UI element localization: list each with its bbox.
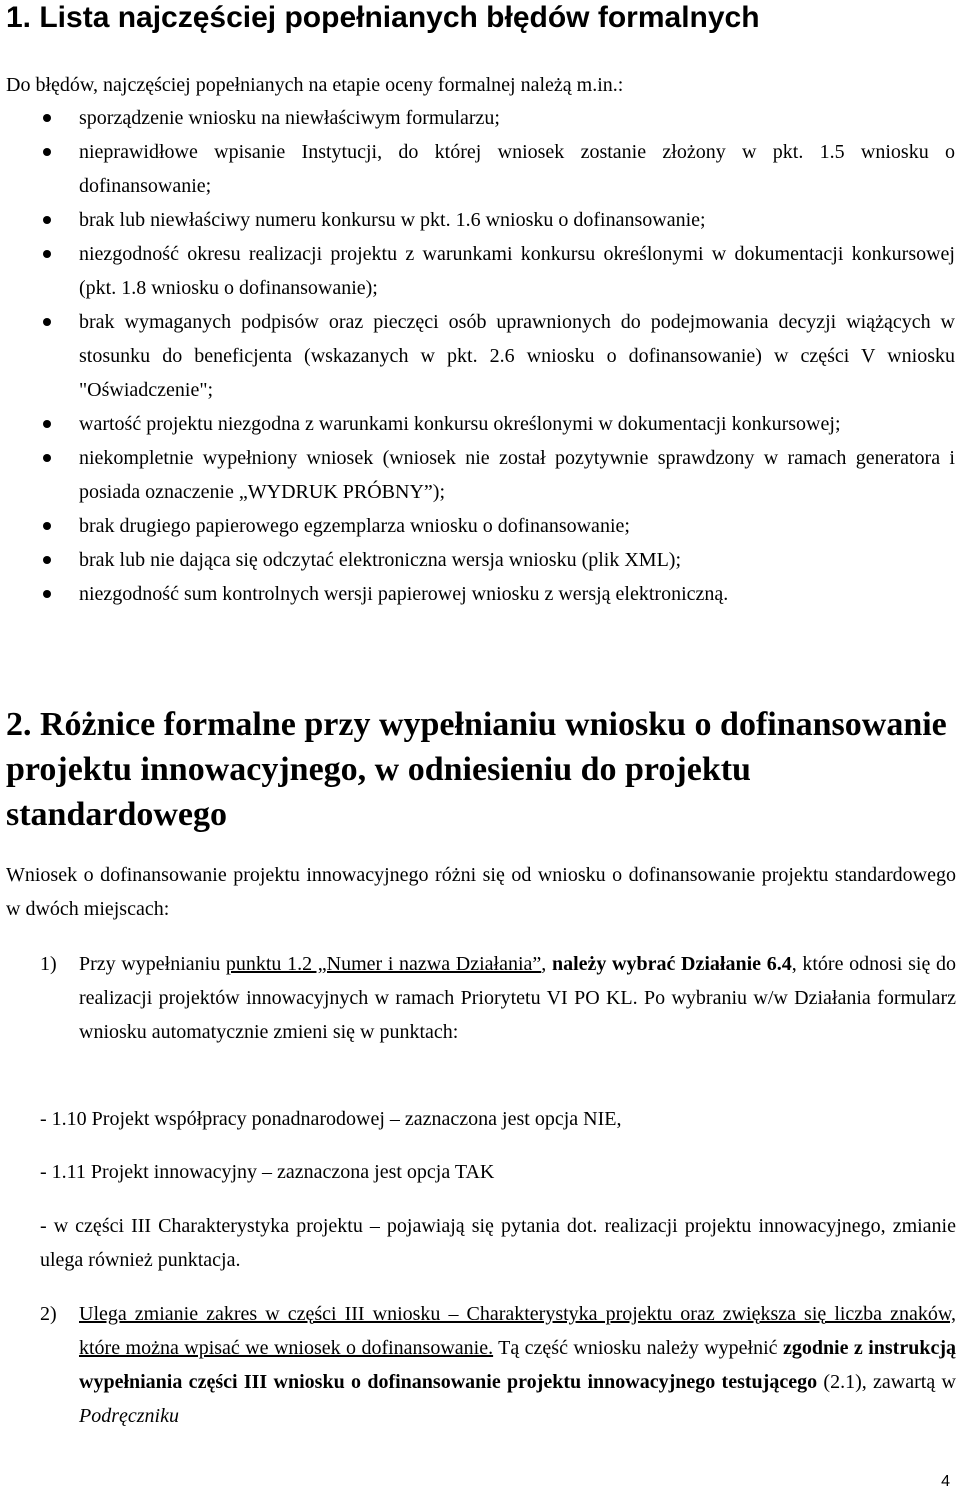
formal-errors-list bbox=[0, 101, 955, 611]
item-text bbox=[79, 1297, 956, 1433]
item-text-part: Przy wypełnianiu bbox=[79, 953, 226, 975]
handbook-reference: Podręczniku bbox=[79, 1405, 179, 1427]
item-number: 2) bbox=[40, 1303, 57, 1325]
bullet-icon bbox=[43, 148, 51, 156]
change-note: Ulega zmianie zakres w części III wniosku – Charakterystyka projektu oraz zwiększa się liczba znaków, które można wpisać we wniosek o dofinansowanie. bbox=[79, 1303, 956, 1359]
list-item bbox=[0, 237, 955, 305]
list-item-text: brak lub nie dająca się odczytać elektroniczna wersja wniosku (plik XML); bbox=[79, 549, 682, 571]
dash-line-1-10: - 1.10 Projekt współpracy ponadnarodowej – zaznaczona jest opcja NIE, bbox=[40, 1108, 622, 1130]
section-1-heading: 1. Lista najczęściej popełnianych błędów formalnych bbox=[6, 1, 760, 34]
item-text-part: , które odnosi się do realizacji projektów innowacyjnych w ramach Priorytetu VI PO KL. Po wybraniu w/w Działania formularz wniosku automatycznie zmieni się w punktach: bbox=[79, 953, 957, 1043]
bullet-icon bbox=[43, 454, 51, 462]
bullet-icon bbox=[43, 216, 51, 224]
bullet-icon bbox=[43, 318, 51, 326]
list-item bbox=[0, 135, 955, 203]
field-reference: punktu 1.2 „Numer i nazwa Działania” bbox=[225, 953, 542, 975]
item-text bbox=[79, 947, 956, 1049]
list-item-text: sporządzenie wniosku na niewłaściwym formularzu; bbox=[79, 107, 500, 129]
section-1-intro: Do błędów, najczęściej popełnianych na etapie oceny formalnej należą m.in.: bbox=[6, 74, 624, 96]
list-item-text: wartość projektu niezgodna z warunkami konkursu określonymi w dokumentacji konkursowej; bbox=[79, 413, 841, 435]
list-item-text: nieprawidłowe wpisanie Instytucji, do której wniosek zostanie złożony w pkt. 1.5 wniosku o dofinansowanie; bbox=[79, 141, 955, 197]
numbered-item-1 bbox=[0, 947, 956, 1049]
page-number: 4 bbox=[941, 1473, 950, 1490]
item-text-part: , bbox=[541, 953, 552, 975]
list-item bbox=[0, 407, 955, 441]
list-item-text: brak wymaganych podpisów oraz pieczęci osób uprawnionych do podejmowania decyzji wiążących w stosunku do beneficjenta (wskazanych w pkt. 2.6 wniosku o dofinansowanie) w części V wniosku "Oświadczenie"; bbox=[79, 311, 955, 401]
list-item-text: brak drugiego papierowego egzemplarza wniosku o dofinansowanie; bbox=[79, 515, 630, 537]
item-text-part: (2.1), zawartą w bbox=[817, 1371, 956, 1393]
item-text-part: Tą część wniosku należy wypełnić bbox=[493, 1337, 783, 1359]
list-item-text: niezgodność okresu realizacji projektu z warunkami konkursu określonymi w dokumentacji konkursowej (pkt. 1.8 wniosku o dofinansowanie); bbox=[79, 243, 955, 299]
list-item-text: niekompletnie wypełniony wniosek (wniosek nie został pozytywnie sprawdzony w ramach generatora i posiada oznaczenie „WYDRUK PRÓBNY”); bbox=[79, 447, 955, 503]
item-number: 1) bbox=[40, 953, 57, 975]
list-item bbox=[0, 101, 955, 135]
required-action: należy wybrać Działanie 6.4 bbox=[551, 953, 792, 975]
bullet-icon bbox=[43, 114, 51, 122]
instruction-reference: zgodnie z instrukcją wypełniania części III wniosku o dofinansowanie projektu innowacyjnego testującego bbox=[79, 1337, 956, 1393]
list-item bbox=[0, 543, 955, 577]
list-item bbox=[0, 203, 955, 237]
list-item bbox=[0, 577, 955, 611]
list-item-text: brak lub niewłaściwy numeru konkursu w pkt. 1.6 wniosku o dofinansowanie; bbox=[79, 209, 706, 231]
list-item bbox=[0, 305, 955, 407]
list-item bbox=[0, 441, 955, 509]
bullet-icon bbox=[43, 420, 51, 428]
bullet-icon bbox=[43, 556, 51, 564]
bullet-icon bbox=[43, 522, 51, 530]
list-item bbox=[0, 509, 955, 543]
bullet-icon bbox=[43, 250, 51, 258]
numbered-item-2 bbox=[0, 1297, 956, 1433]
section-2-heading: 2. Różnice formalne przy wypełnianiu wniosku o dofinansowanie projektu innowacyjnego, w odniesieniu do projektu standardowego bbox=[6, 706, 947, 833]
bullet-icon bbox=[43, 590, 51, 598]
dash-line-part-iii: - w części III Charakterystyka projektu – pojawiają się pytania dot. realizacji projektu innowacyjnego, zmianie ulega również punktacja. bbox=[40, 1215, 956, 1271]
section-2-intro: Wniosek o dofinansowanie projektu innowacyjnego różni się od wniosku o dofinansowanie projektu standardowego w dwóch miejscach: bbox=[6, 864, 956, 920]
dash-line-1-11: - 1.11 Projekt innowacyjny – zaznaczona jest opcja TAK bbox=[40, 1161, 495, 1183]
list-item-text: niezgodność sum kontrolnych wersji papierowej wniosku z wersją elektroniczną. bbox=[79, 583, 729, 605]
